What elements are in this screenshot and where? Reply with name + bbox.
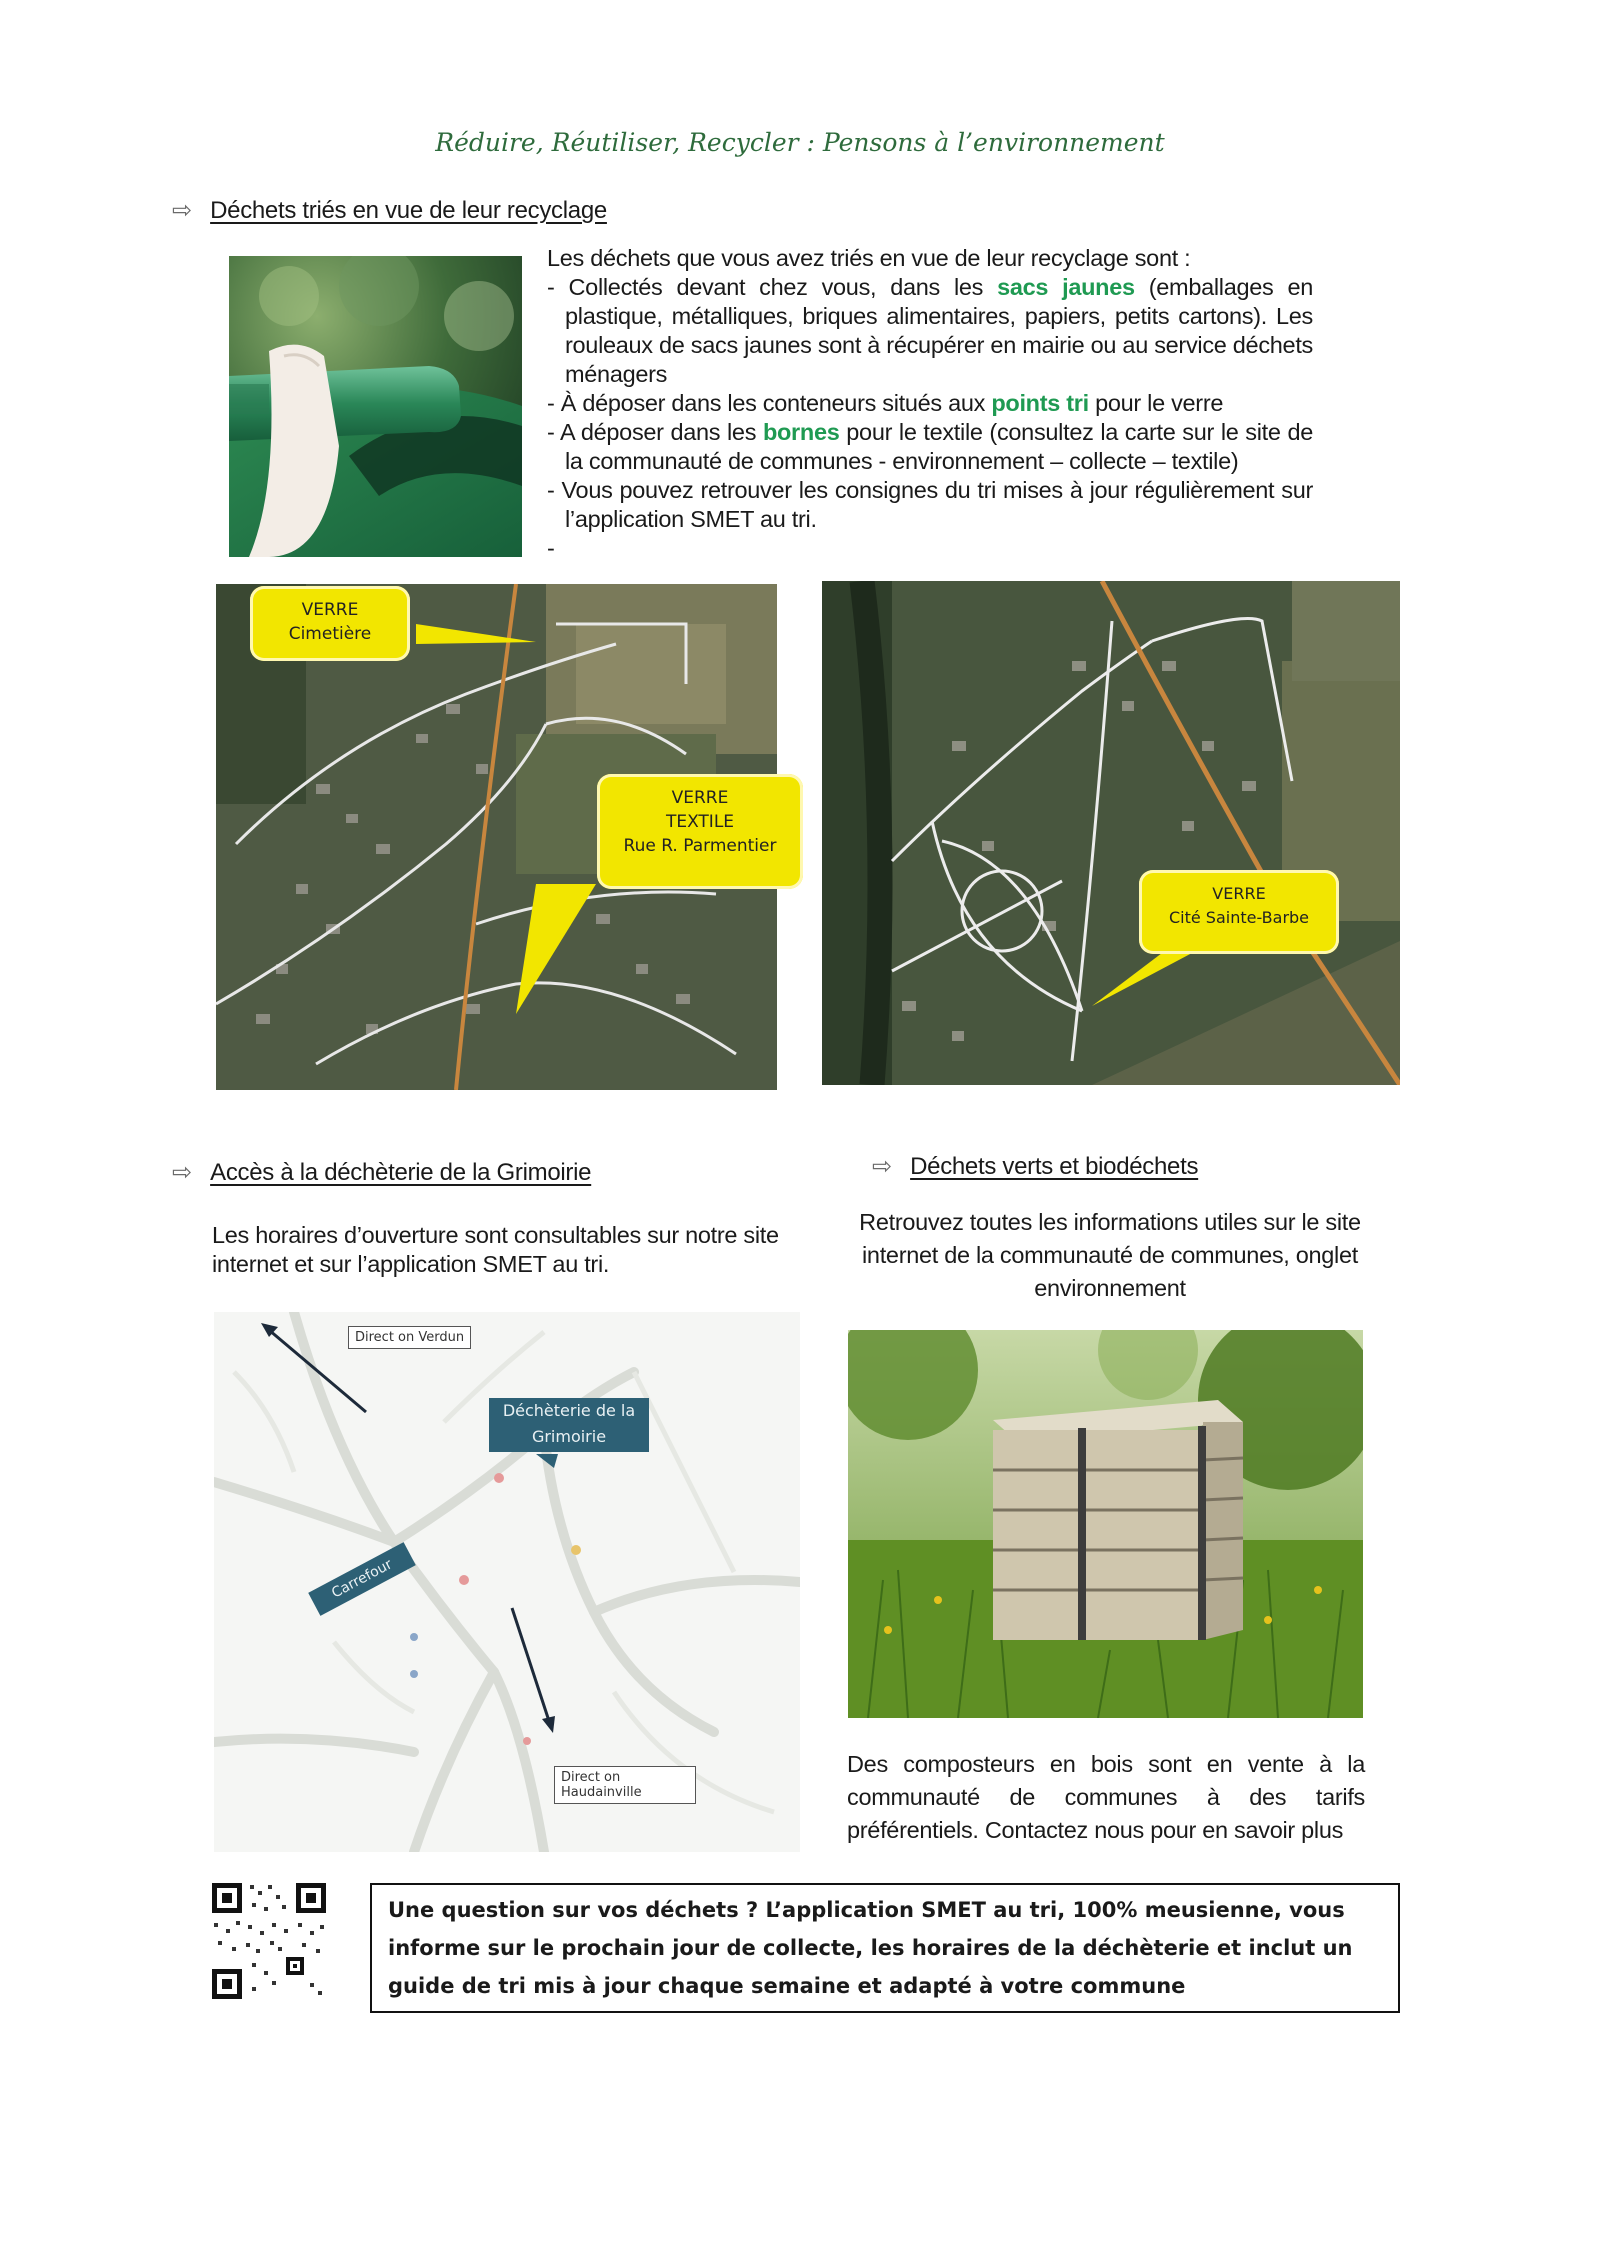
recyclage-intro: Les déchets que vous avez triés en vue de leur recyclage sont : xyxy=(547,245,1191,271)
map-tag-carrefour: Carrefour xyxy=(308,1542,416,1616)
page-header: Réduire, Réutiliser, Recycler : Pensons à l’environnement xyxy=(435,128,1165,157)
section-title: Accès à la déchèterie de la Grimoirie xyxy=(210,1159,592,1186)
map-tag-decheterie: Déchèterie de la Grimoirie xyxy=(489,1398,649,1452)
callout-verre-textile-parmentier: VERRE TEXTILE Rue R. Parmentier xyxy=(597,774,803,889)
map-label-haudainville: Direct on Haudainville xyxy=(554,1766,696,1804)
highlight-sacs-jaunes: sacs jaunes xyxy=(997,274,1135,300)
list-item-empty xyxy=(547,534,1313,563)
list-item: - A déposer dans les bornes pour le textile (consultez la carte sur le site de la communauté de communes - environnement – collecte – textile) xyxy=(547,418,1313,476)
composteurs-text: Des composteurs en bois sont en vente à la communauté de communes à des tarifs préférentiels. Contactez nous pour en savoir plus xyxy=(847,1751,1365,1843)
recyclage-text xyxy=(547,244,1313,563)
section-title: Déchets triés en vue de leur recyclage xyxy=(210,197,607,224)
aerial-map-right xyxy=(822,581,1400,1085)
callout-verre-sainte-barbe: VERRE Cité Sainte-Barbe xyxy=(1139,870,1339,954)
map-label-verdun: Direct on Verdun xyxy=(348,1326,471,1349)
qr-code[interactable] xyxy=(212,1883,326,1999)
decheterie-text: Les horaires d’ouverture sont consultables sur notre site internet et sur l’application SMET au tri. xyxy=(212,1222,779,1277)
section-dechets-verts-heading xyxy=(872,1152,1198,1181)
highlight-points-tri: points tri xyxy=(991,390,1089,416)
section-decheterie-heading xyxy=(172,1158,591,1187)
smet-app-info-box: Une question sur vos déchets ? L’application SMET au tri, 100% meusienne, vous informe sur le prochain jour de collecte, les horaires de la déchèterie et inclut un guide de tri mis à jour chaque semaine et adapté à votre commune xyxy=(370,1883,1400,2013)
highlight-bornes: bornes xyxy=(762,419,840,445)
section-title: Déchets verts et biodéchets xyxy=(910,1153,1199,1180)
callout-verre-cimetiere: VERRE Cimetière xyxy=(250,586,410,661)
street-map-decheterie xyxy=(214,1312,800,1852)
composter-photo xyxy=(848,1330,1363,1718)
section-recyclage-heading xyxy=(172,196,607,225)
list-item: - À déposer dans les conteneurs situés aux points tri pour le verre xyxy=(547,389,1313,418)
arrow-right-icon: ⇨ xyxy=(172,197,193,224)
list-item: - Vous pouvez retrouver les consignes du tri mises à jour régulièrement sur l’application SMET au tri. xyxy=(547,476,1313,534)
list-item: - Collectés devant chez vous, dans les sacs jaunes (emballages en plastique, métalliques, briques alimentaires, papiers, petits cartons). Les rouleaux de sacs jaunes sont à récupérer en mairie ou au service déchets ménagers xyxy=(547,273,1313,389)
arrow-right-icon: ⇨ xyxy=(172,1159,193,1186)
dechets-verts-text: Retrouvez toutes les informations utiles sur le site internet de la communauté de communes, onglet environnement xyxy=(859,1209,1361,1301)
arrow-right-icon: ⇨ xyxy=(872,1153,893,1180)
bottle-recycling-photo xyxy=(229,256,522,557)
